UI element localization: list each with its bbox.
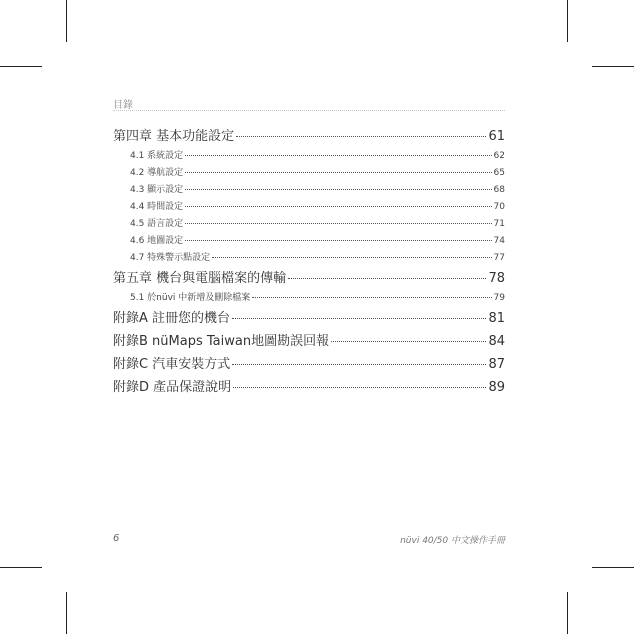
- dot-leader: [185, 240, 491, 241]
- crop-mark: [592, 66, 634, 67]
- toc-entry-chapter[interactable]: [113, 267, 505, 290]
- toc-entry-page: 61: [488, 129, 505, 144]
- toc-entry-page: 87: [488, 357, 505, 372]
- toc-entry-label: 4.3 顯示設定: [130, 185, 184, 195]
- crop-mark: [66, 0, 67, 42]
- dot-leader: [236, 136, 486, 137]
- toc-entry-chapter[interactable]: [113, 330, 505, 353]
- toc-entry-page: 70: [493, 202, 505, 212]
- toc-entry-page: 62: [493, 151, 505, 161]
- dot-leader: [233, 387, 486, 388]
- toc-entry-label: 4.7 特殊警示點設定: [130, 253, 211, 263]
- toc-entry-label: 4.5 語言設定: [130, 219, 184, 229]
- toc-entry-section[interactable]: [113, 216, 505, 233]
- dot-leader: [212, 257, 491, 258]
- toc-entry-label: 5.1 於nüvi 中新增及刪除檔案: [130, 293, 251, 303]
- toc-entry-section[interactable]: [113, 199, 505, 216]
- dot-leader: [331, 341, 486, 342]
- crop-mark: [66, 592, 67, 634]
- crop-mark: [0, 66, 42, 67]
- toc-entry-label: 附錄A 註冊您的機台: [113, 311, 231, 326]
- toc-entry-chapter[interactable]: [113, 376, 505, 399]
- toc-entry-label: 第四章 基本功能設定: [113, 129, 235, 144]
- dot-leader: [252, 297, 491, 298]
- toc-entry-section[interactable]: [113, 148, 505, 165]
- toc-entry-chapter[interactable]: [113, 125, 505, 148]
- toc-entry-label: 附錄B nüMaps Taiwan地圖勘誤回報: [113, 334, 330, 349]
- toc-entry-label: 附錄D 產品保證說明: [113, 380, 232, 395]
- crop-mark: [0, 567, 42, 568]
- toc-entry-section[interactable]: [113, 165, 505, 182]
- dot-leader: [185, 172, 491, 173]
- dot-leader: [232, 318, 486, 319]
- table-of-contents: [113, 125, 505, 399]
- header-divider: [113, 110, 505, 111]
- section-title: 目錄: [113, 100, 133, 111]
- dot-leader: [288, 278, 486, 279]
- toc-entry-section[interactable]: [113, 233, 505, 250]
- crop-mark: [567, 592, 568, 634]
- manual-title: nüvi 40/50 中文操作手冊: [400, 536, 505, 546]
- toc-entry-page: 71: [493, 219, 505, 229]
- toc-entry-page: 84: [488, 334, 505, 349]
- toc-entry-chapter[interactable]: [113, 307, 505, 330]
- page-number: 6: [113, 533, 120, 544]
- crop-mark: [592, 567, 634, 568]
- toc-entry-section[interactable]: [113, 250, 505, 267]
- dot-leader: [185, 189, 491, 190]
- toc-entry-page: 81: [488, 311, 505, 326]
- toc-entry-section[interactable]: [113, 182, 505, 199]
- toc-entry-label: 4.2 導航設定: [130, 168, 184, 178]
- toc-entry-page: 89: [488, 380, 505, 395]
- toc-entry-label: 4.1 系統設定: [130, 151, 184, 161]
- toc-entry-section[interactable]: [113, 290, 505, 307]
- dot-leader: [185, 155, 491, 156]
- toc-entry-page: 74: [493, 236, 505, 246]
- toc-entry-page: 65: [493, 168, 505, 178]
- dot-leader: [185, 206, 491, 207]
- toc-entry-label: 附錄C 汽車安裝方式: [113, 357, 231, 372]
- crop-mark: [567, 0, 568, 42]
- toc-entry-label: 4.4 時間設定: [130, 202, 184, 212]
- dot-leader: [185, 223, 491, 224]
- toc-entry-page: 79: [493, 293, 505, 303]
- toc-entry-chapter[interactable]: [113, 353, 505, 376]
- toc-entry-page: 78: [488, 271, 505, 286]
- toc-entry-label: 第五章 機台與電腦檔案的傳輸: [113, 271, 287, 286]
- toc-entry-page: 68: [493, 185, 505, 195]
- toc-entry-label: 4.6 地圖設定: [130, 236, 184, 246]
- toc-entry-page: 77: [493, 253, 505, 263]
- dot-leader: [232, 364, 486, 365]
